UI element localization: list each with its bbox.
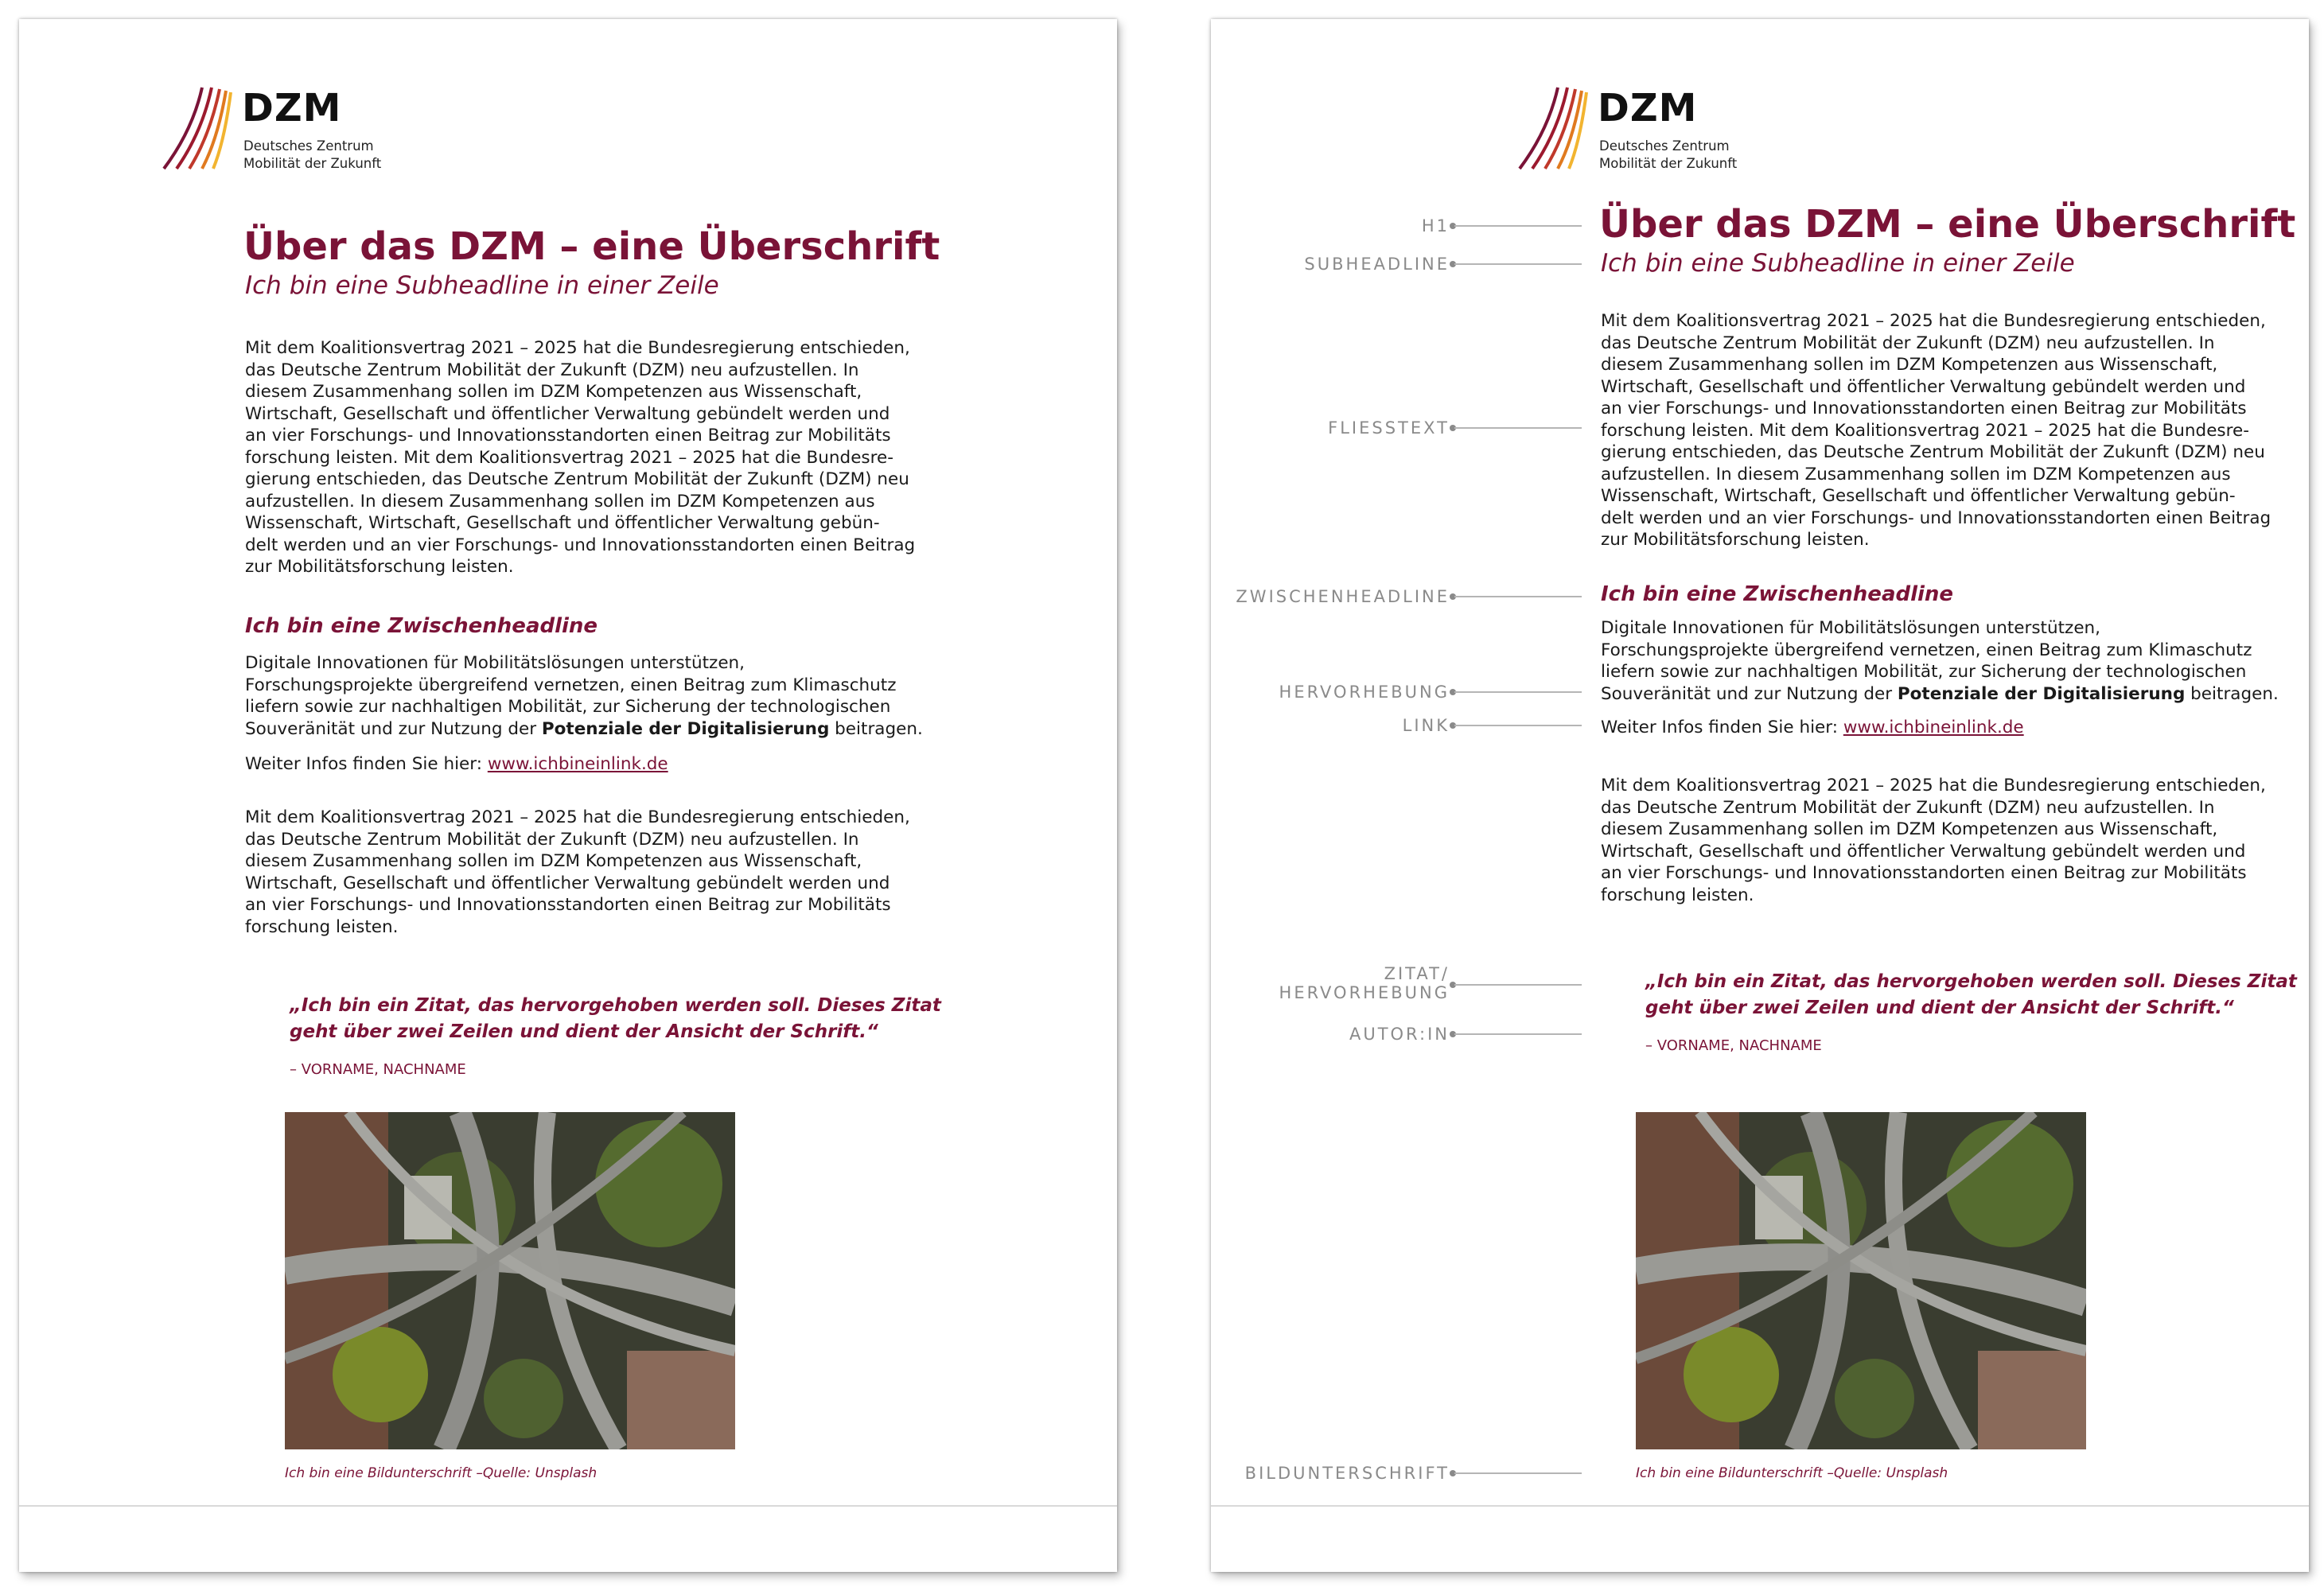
text-line: diesem Zusammenhang sollen im DZM Kompetenzen aus Wissenschaft, (245, 851, 862, 871)
document-page-left (19, 19, 1117, 1572)
link-line (1601, 718, 2024, 737)
text-line: Forschungsprojekte übergreifend vernetzen, einen Beitrag zum Klimaschutz (245, 675, 897, 695)
text-line: Wirtschaft, Gesellschaft und öffentlicher Verwaltung gebündelt werden und (245, 873, 890, 893)
text-line: an vier Forschungs- und Innovationsstandorten einen Beitrag zur Mobilitäts (245, 895, 891, 915)
logo-brand: DZM (242, 86, 342, 130)
text-line: gierung entschieden, das Deutsche Zentrum Mobilität der Zukunft (DZM) neu (245, 469, 909, 489)
leader-line (1454, 984, 1582, 986)
info-link[interactable]: www.ichbineinlink.de (1843, 718, 2024, 737)
link-line (245, 754, 668, 774)
text-line: Souveränität und zur Nutzung der Potenziale der Digitalisierung beitragen. (245, 718, 923, 739)
quote-author: – VORNAME, NACHNAME (1645, 1037, 1822, 1054)
leader-line (1454, 596, 1582, 597)
dzm-logo (1516, 67, 1755, 178)
text-line: delt werden und an vier Forschungs- und Innovationsstandorten einen Beitrag (1601, 508, 2271, 528)
text-line: aufzustellen. In diesem Zusammenhang sollen im DZM Kompetenzen aus (1601, 464, 2231, 484)
aerial-highway-photo (285, 1112, 735, 1449)
aerial-highway-photo (1636, 1112, 2086, 1449)
dzm-logo (161, 67, 399, 178)
page-title: Über das DZM – eine Überschrift (243, 224, 940, 269)
logo-line-2: Mobilität der Zukunft (243, 156, 382, 171)
leader-line (1454, 225, 1582, 227)
annotation-zitat: ZITAT/ HERVORHEBUNG (1279, 964, 1450, 1002)
body-paragraph-2 (245, 652, 923, 740)
text-line: Forschungsprojekte übergreifend vernetzen, einen Beitrag zum Klimaschutz (1601, 640, 2252, 660)
annotation-hervorhebung: HERVORHEBUNG (1279, 683, 1450, 702)
annotation-link: LINK (1402, 716, 1450, 735)
leader-line (1454, 263, 1582, 265)
text-line: Mit dem Koalitionsvertrag 2021 – 2025 hat die Bundesregierung entschieden, (245, 807, 910, 827)
body-paragraph-3 (1601, 775, 2266, 906)
text-line: forschung leisten. Mit dem Koalitionsvertrag 2021 – 2025 hat die Bundesre- (1601, 420, 2249, 441)
quote-line-1: „Ich bin ein Zitat, das hervorgehoben werden soll. Dieses Zitat (1645, 971, 2297, 992)
emphasis: Potenziale der Digitalisierung (1897, 683, 2186, 704)
annotation-autor: AUTOR:IN (1349, 1025, 1450, 1044)
text-line: liefern sowie zur nachhaltigen Mobilität, zur Sicherung der technologischen (245, 697, 891, 717)
quote-author: – VORNAME, NACHNAME (290, 1061, 466, 1078)
text-line: das Deutsche Zentrum Mobilität der Zukunft (DZM) neu aufzustellen. In (1601, 797, 2215, 818)
text-line: aufzustellen. In diesem Zusammenhang sollen im DZM Kompetenzen aus (245, 491, 875, 512)
logo-line-1: Deutsches Zentrum (1599, 138, 1730, 154)
text-line: Wirtschaft, Gesellschaft und öffentlicher Verwaltung gebündelt werden und (245, 403, 890, 424)
quote-line-1: „Ich bin ein Zitat, das hervorgehoben werden soll. Dieses Zitat (290, 995, 941, 1016)
text-line: forschung leisten. Mit dem Koalitionsvertrag 2021 – 2025 hat die Bundesre- (245, 447, 893, 468)
text-line: Souveränität und zur Nutzung der Potenziale der Digitalisierung beitragen. (1601, 683, 2279, 704)
image-caption: Ich bin eine Bildunterschrift –Quelle: Unsplash (1636, 1465, 1948, 1481)
leader-line (1454, 427, 1582, 429)
text-line: liefern sowie zur nachhaltigen Mobilität, zur Sicherung der technologischen (1601, 662, 2247, 682)
annotation-subheadline: SUBHEADLINE (1304, 255, 1450, 274)
text-line: Mit dem Koalitionsvertrag 2021 – 2025 hat die Bundesregierung entschieden, (245, 338, 910, 358)
logo-line-1: Deutsches Zentrum (243, 138, 374, 154)
logo-brand: DZM (1598, 86, 1698, 130)
quote-line-2: geht über zwei Zeilen und dient der Ansicht der Schrift.“ (290, 1021, 878, 1042)
text-line: Wissenschaft, Wirtschaft, Gesellschaft und öffentlicher Verwaltung gebün- (1601, 486, 2236, 506)
annotation-h1: H1 (1421, 216, 1450, 235)
footer-divider (19, 1505, 1117, 1507)
text-line: das Deutsche Zentrum Mobilität der Zukunft (DZM) neu aufzustellen. In (1601, 333, 2215, 353)
text-line: Mit dem Koalitionsvertrag 2021 – 2025 hat die Bundesregierung entschieden, (1601, 776, 2266, 796)
link-prefix: Weiter Infos finden Sie hier: (1601, 718, 1843, 737)
zwischenheadline: Ich bin eine Zwischenheadline (245, 614, 598, 638)
footer-divider (1211, 1505, 2309, 1507)
text-line: an vier Forschungs- und Innovationsstandorten einen Beitrag zur Mobilitäts (245, 426, 891, 445)
info-link[interactable]: www.ichbineinlink.de (487, 754, 668, 774)
text-line: Digitale Innovationen für Mobilitätslösungen unterstützen, (245, 653, 745, 673)
page-title: Über das DZM – eine Überschrift (1599, 202, 2296, 247)
text-line: an vier Forschungs- und Innovationsstandorten einen Beitrag zur Mobilitäts (1601, 399, 2247, 418)
text-line: forschung leisten. (245, 916, 399, 937)
body-paragraph-3 (245, 807, 910, 938)
logo-line-2: Mobilität der Zukunft (1599, 156, 1738, 171)
link-prefix: Weiter Infos finden Sie hier: (245, 754, 488, 774)
text-line: zur Mobilitätsforschung leisten. (245, 557, 514, 577)
text-line: delt werden und an vier Forschungs- und Innovationsstandorten einen Beitrag (245, 535, 916, 555)
text-line: Digitale Innovationen für Mobilitätslösungen unterstützen, (1601, 618, 2101, 638)
leader-line (1454, 691, 1582, 693)
text-line: Wirtschaft, Gesellschaft und öffentlicher Verwaltung gebündelt werden und (1601, 841, 2246, 862)
text-line: Mit dem Koalitionsvertrag 2021 – 2025 hat die Bundesregierung entschieden, (1601, 311, 2266, 331)
body-paragraph-2 (1601, 617, 2279, 705)
text-line: forschung leisten. (1601, 885, 1754, 905)
text-line: Wissenschaft, Wirtschaft, Gesellschaft und öffentlicher Verwaltung gebün- (245, 513, 880, 533)
text-line: diesem Zusammenhang sollen im DZM Kompetenzen aus Wissenschaft, (245, 382, 862, 402)
text-line: gierung entschieden, das Deutsche Zentrum Mobilität der Zukunft (DZM) neu (1601, 442, 2265, 462)
annotation-fliesstext: FLIESSTEXT (1328, 418, 1450, 438)
image-caption: Ich bin eine Bildunterschrift –Quelle: Unsplash (285, 1465, 598, 1481)
dzm-logo-mark-icon (161, 83, 237, 170)
body-paragraph-1 (1601, 310, 2271, 551)
text-line: zur Mobilitätsforschung leisten. (1601, 530, 1870, 550)
subheadline: Ich bin eine Subheadline in einer Zeile (245, 271, 719, 300)
text-line: das Deutsche Zentrum Mobilität der Zukunft (DZM) neu aufzustellen. In (245, 360, 859, 380)
subheadline: Ich bin eine Subheadline in einer Zeile (1601, 249, 2075, 278)
text-line: das Deutsche Zentrum Mobilität der Zukunft (DZM) neu aufzustellen. In (245, 829, 859, 850)
text-line: Wirtschaft, Gesellschaft und öffentlicher Verwaltung gebündelt werden und (1601, 376, 2246, 397)
dzm-logo-mark-icon (1516, 83, 1593, 170)
zwischenheadline: Ich bin eine Zwischenheadline (1601, 582, 1954, 606)
text-line: an vier Forschungs- und Innovationsstandorten einen Beitrag zur Mobilitäts (1601, 863, 2247, 883)
leader-line (1454, 1033, 1582, 1035)
text-line: diesem Zusammenhang sollen im DZM Kompetenzen aus Wissenschaft, (1601, 819, 2218, 839)
annotation-zwischenheadline: ZWISCHENHEADLINE (1236, 587, 1450, 606)
pull-quote (290, 993, 941, 1045)
leader-line (1454, 1472, 1582, 1474)
body-paragraph-1 (245, 337, 915, 578)
leader-line (1454, 725, 1582, 726)
emphasis: Potenziale der Digitalisierung (541, 718, 830, 739)
annotation-bildunterschrift: BILDUNTERSCHRIFT (1244, 1464, 1450, 1483)
quote-line-2: geht über zwei Zeilen und dient der Ansicht der Schrift.“ (1645, 998, 2234, 1018)
text-line: diesem Zusammenhang sollen im DZM Kompetenzen aus Wissenschaft, (1601, 355, 2218, 375)
pull-quote (1645, 969, 2297, 1021)
document-page-right (1211, 19, 2309, 1572)
